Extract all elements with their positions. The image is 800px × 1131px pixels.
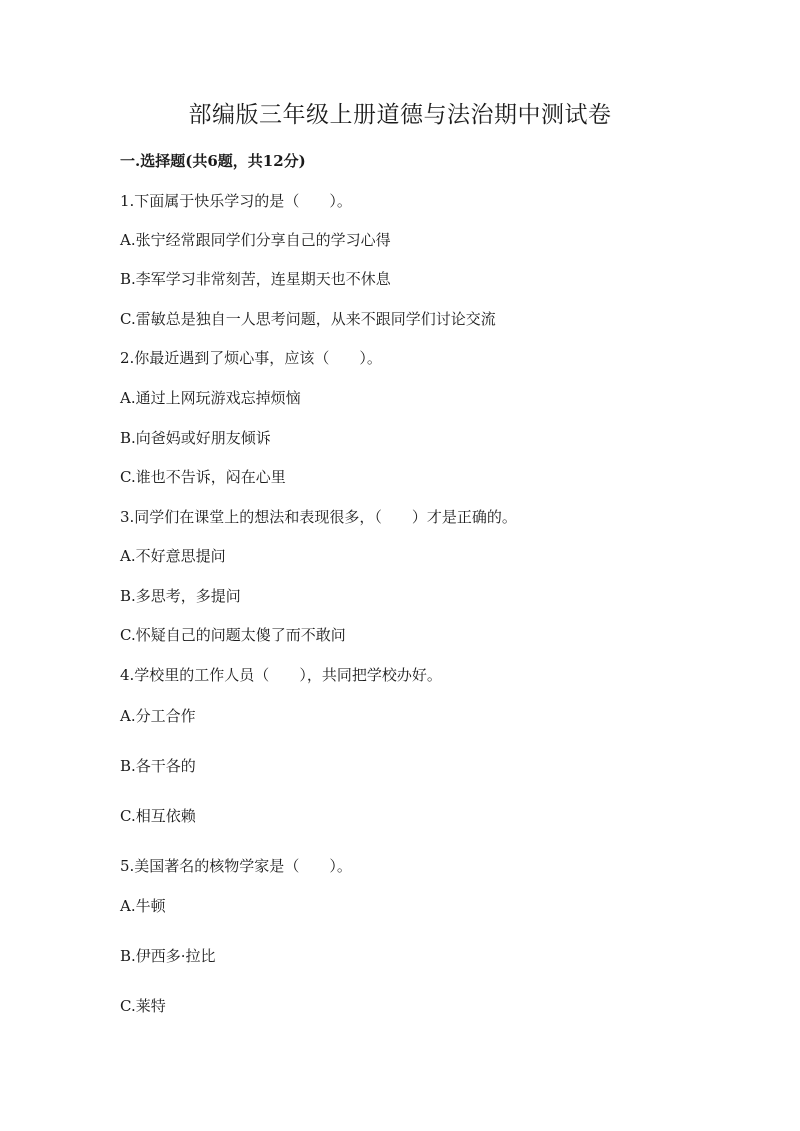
question-2-stem: 2.你最近遇到了烦心事，应该（ ）。	[120, 349, 382, 367]
question-5-option-a: A.牛顿	[120, 897, 166, 915]
question-5-option-c: C.莱特	[120, 997, 166, 1015]
question-1-option-c: C.雷敏总是独自一人思考问题，从来不跟同学们讨论交流	[120, 310, 496, 328]
question-4-option-a: A.分工合作	[120, 707, 196, 725]
question-1-option-b: B.李军学习非常刻苦，连星期天也不休息	[120, 270, 391, 288]
section-heading: 一.选择题(共6题，共12分)	[120, 152, 306, 170]
question-5-stem: 5.美国著名的核物学家是（ ）。	[120, 857, 352, 875]
question-3-stem: 3.同学们在课堂上的想法和表现很多，（ ）才是正确的。	[120, 508, 517, 526]
page-title: 部编版三年级上册道德与法治期中测试卷	[188, 102, 612, 128]
question-3-option-b: B.多思考，多提问	[120, 587, 241, 605]
question-2-option-a: A.通过上网玩游戏忘掉烦恼	[120, 389, 301, 407]
question-5-option-b: B.伊西多·拉比	[120, 947, 216, 965]
question-4-stem: 4.学校里的工作人员（ ），共同把学校办好。	[120, 666, 442, 684]
question-1-stem: 1.下面属于快乐学习的是（ ）。	[120, 192, 352, 210]
question-2-option-c: C.谁也不告诉，闷在心里	[120, 468, 286, 486]
question-3-option-a: A.不好意思提问	[120, 547, 226, 565]
question-3-option-c: C.怀疑自己的问题太傻了而不敢问	[120, 626, 346, 644]
question-4-option-c: C.相互依赖	[120, 807, 196, 825]
question-4-option-b: B.各干各的	[120, 757, 196, 775]
question-1-option-a: A.张宁经常跟同学们分享自己的学习心得	[120, 231, 391, 249]
question-2-option-b: B.向爸妈或好朋友倾诉	[120, 429, 271, 447]
